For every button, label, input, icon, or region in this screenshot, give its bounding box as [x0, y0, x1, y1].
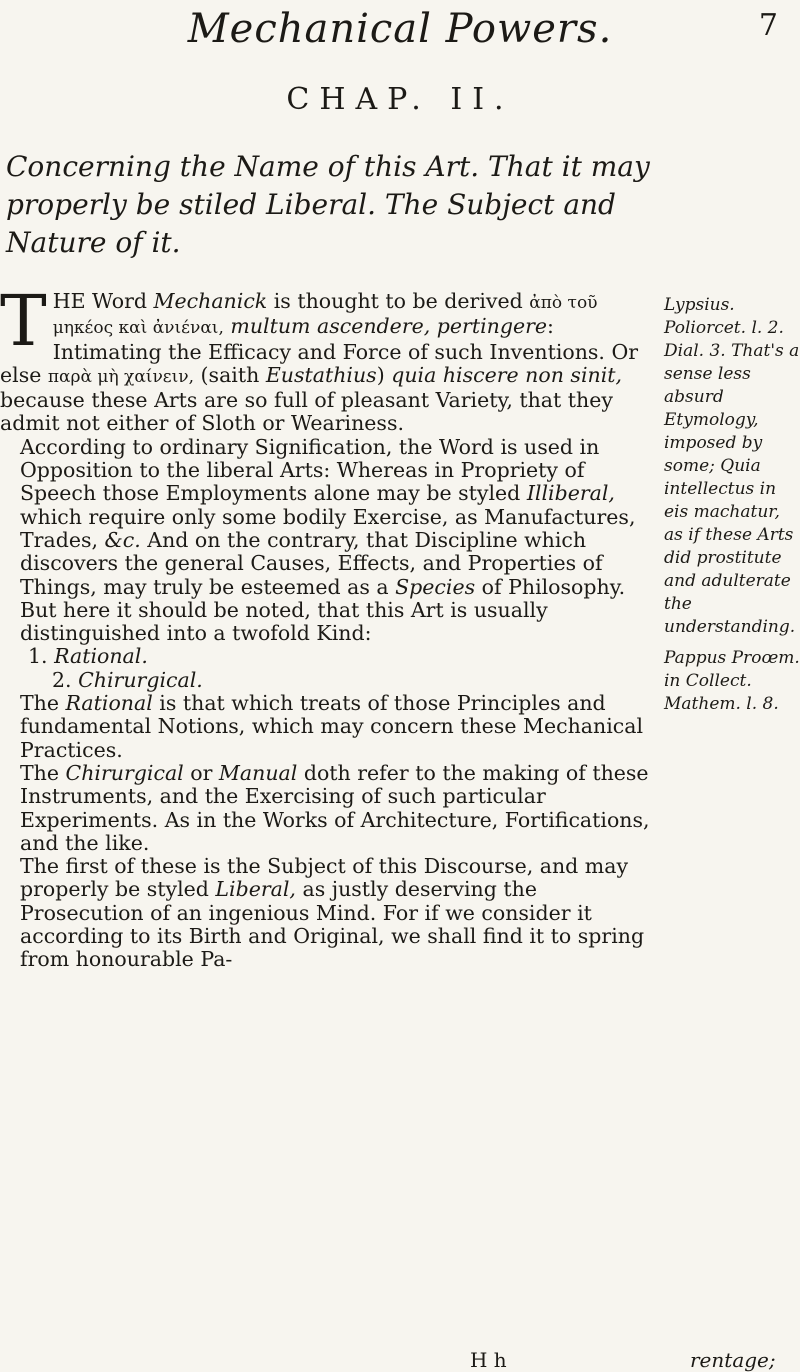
main-text	[0, 280, 652, 972]
paragraph-5: The Chirurgical or Manual doth refer to the making of these Instruments, and the Exercising of such particular Experiments. As in the Works of Architecture, Fortifications, and the like.	[20, 760, 650, 855]
chapter-subtitle: Concerning the Name of this Art. That it may properly be stiled Liberal. The Subject and Nature of it.	[6, 150, 650, 259]
term-etc: &c.	[104, 527, 141, 552]
list-item-rational: 1. Rational.	[28, 644, 148, 669]
term-mechanick: Mechanick	[153, 289, 268, 313]
drop-cap: T	[0, 280, 47, 362]
term-rational: Rational	[65, 691, 153, 716]
term-species: Species	[395, 574, 476, 599]
latin-phrase-1: multum ascendere, pertingere	[230, 314, 548, 339]
margin-notes	[664, 294, 800, 724]
chapter-heading: CHAP. II.	[286, 82, 514, 117]
catchword: rentage;	[690, 1348, 776, 1372]
paragraph-6: The first of these is the Subject of this Discourse, and may properly be styled Liberal, as justly deserving the Prosecution of an ingenious Mind. For if we consider it according to its Birth and Original, we shall find it to spring from honourable Pa-	[20, 854, 645, 972]
page-footer	[0, 1348, 800, 1372]
page-mark: 7	[758, 8, 778, 43]
term-liberal: Liberal,	[215, 877, 296, 902]
term-illiberal: Illiberal,	[526, 481, 615, 506]
greek-phrase-1: ἀπὸ τοῦ μηκέος καὶ ἀνιέναι,	[52, 293, 598, 339]
paragraph-1: THE Word Mechanick is thought to be derived ἀπὸ τοῦ μηκέος καὶ ἀνιέναι, multum ascendere, pertingere: Intimating the Efficacy and Force of such Inventions. Or else παρὰ μὴ χαίνειν, (saith Eustathius) quia hiscere non sinit, because these Arts are so full of pleasant Variety, that they admit not either of Sloth or Weariness.	[0, 280, 639, 436]
list-item-chirurgical: 2. Chirurgical.	[52, 667, 203, 692]
latin-phrase-2: quia hiscere non sinit,	[391, 362, 623, 387]
term-manual: Manual	[218, 760, 298, 785]
paragraph-4: The Rational is that which treats of those Principles and fundamental Notions, which may concern these Mechanical Practices.	[20, 691, 644, 762]
name-eustathius: Eustathius	[265, 362, 377, 387]
margin-note-lypsius: Lypsius. Poliorcet. l. 2. Dial. 3. That's a sense less absurd Etymology, imposed by some; Quia intellectus in eis machatur, as if these Arts did prostitute and adulterate the understanding.	[664, 295, 800, 637]
running-title: Mechanical Powers.	[187, 6, 613, 52]
paragraph-2: According to ordinary Signification, the Word is used in Opposition to the liberal Arts: Whereas in Propriety of Speech those Employments alone may be styled Illiberal, which require only some bodily Exercise, as Manufactures, Trades, &c. And on the contrary, that Discipline which discovers the general Causes, Effects, and Properties of Things, may truly be esteemed as a Species of Philosophy.	[20, 434, 636, 599]
margin-note-pappus: Pappus Proœm. in Collect. Mathem. l. 8.	[664, 648, 800, 714]
term-chirurgical: Chirurgical	[65, 760, 184, 785]
greek-phrase-2: παρὰ μὴ χαίνειν,	[47, 366, 195, 387]
paragraph-3: But here it should be noted, that this Art is usually distinguished into a twofold Kind:	[20, 597, 548, 646]
signature-mark: H h	[470, 1348, 507, 1372]
